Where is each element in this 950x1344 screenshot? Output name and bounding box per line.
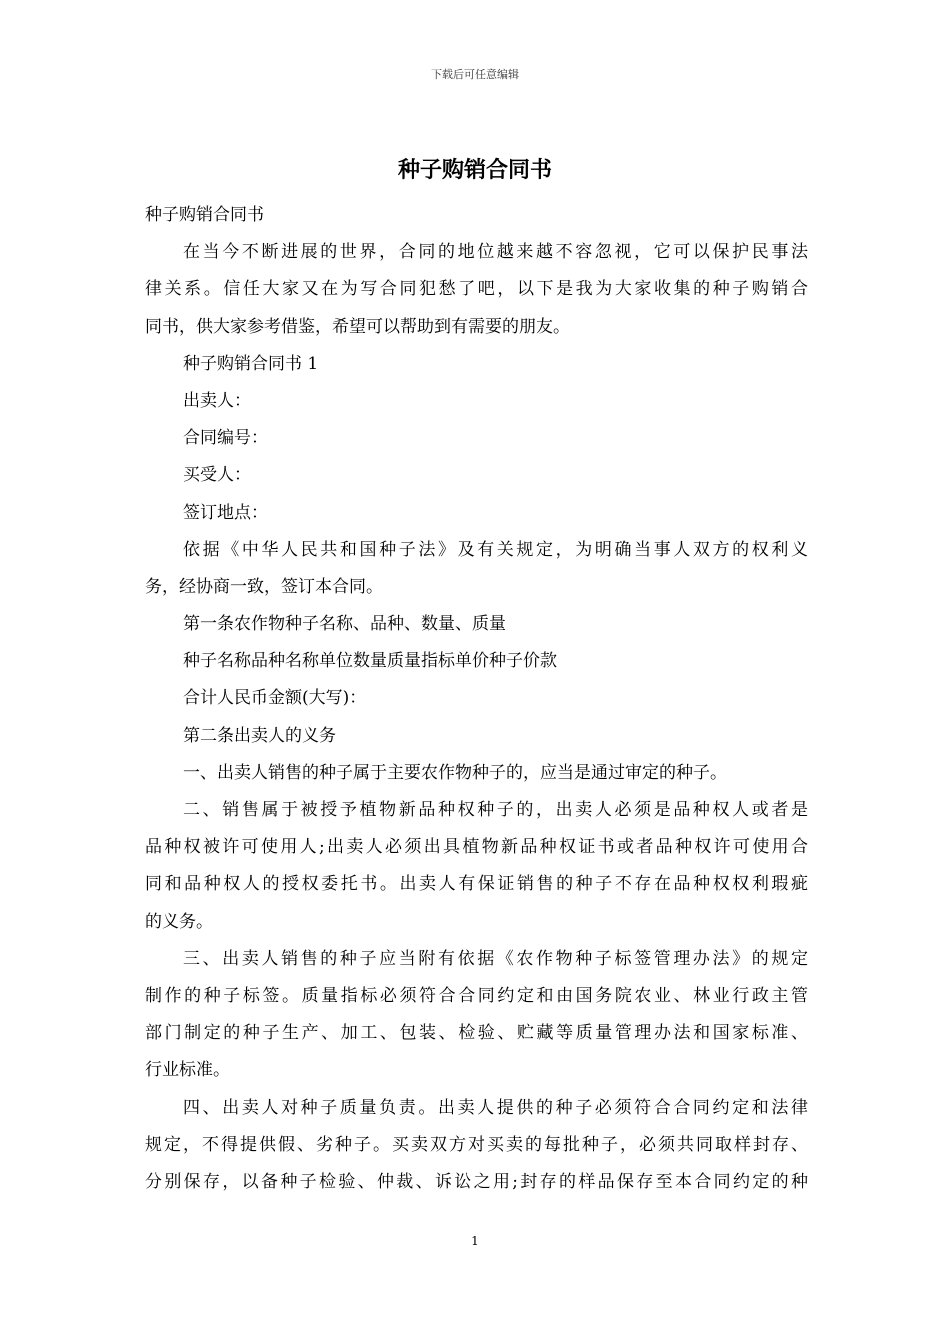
paragraph xyxy=(145,643,808,680)
document-body xyxy=(145,197,808,1201)
paragraph xyxy=(145,1090,808,1202)
paragraph xyxy=(145,941,808,1090)
page-number: 1 xyxy=(471,1234,479,1248)
paragraph-line: 在当今不断进展的世界，合同的地位越来越不容忽视，它可以保护民事法 xyxy=(183,242,808,263)
paragraph xyxy=(145,792,808,941)
paragraph xyxy=(145,346,808,383)
paragraph xyxy=(145,718,808,755)
paragraph-line: 种子购销合同书 xyxy=(145,205,264,225)
paragraph-line: 种子购销合同书 1 xyxy=(183,353,319,374)
paragraph xyxy=(145,532,808,606)
paragraph-line: 的义务。 xyxy=(145,911,213,932)
document-title: 种子购销合同书 xyxy=(397,157,552,183)
header-note: 下载后可任意编辑 xyxy=(431,68,519,81)
paragraph xyxy=(145,680,808,717)
paragraph-line: 二、销售属于被授予植物新品种权种子的，出卖人必须是品种权人或者是 xyxy=(183,800,808,820)
paragraph xyxy=(145,755,808,792)
paragraph xyxy=(145,197,808,234)
paragraph-line: 一、出卖人销售的种子属于主要农作物种子的，应当是通过审定的种子。 xyxy=(183,762,727,783)
paragraph-line: 同书，供大家参考借鉴，希望可以帮助到有需要的朋友。 xyxy=(145,316,570,337)
paragraph-line: 品种权被许可使用人;出卖人必须出具植物新品种权证书或者品种权许可使用合 xyxy=(145,837,808,858)
paragraph-line: 签订地点： xyxy=(183,502,268,523)
paragraph xyxy=(145,234,808,346)
paragraph-line: 规定，不得提供假、劣种子。买卖双方对买卖的每批种子，必须共同取样封存、 xyxy=(145,1134,808,1155)
paragraph-line: 制作的种子标签。质量指标必须符合合同约定和由国务院农业、林业行政主管 xyxy=(145,985,808,1006)
paragraph-line: 同和品种权人的授权委托书。出卖人有保证销售的种子不存在品种权权利瑕疵 xyxy=(145,874,808,895)
paragraph-line: 合计人民币金额(大写)： xyxy=(183,688,367,709)
paragraph-line: 部门制定的种子生产、加工、包装、检验、贮藏等质量管理办法和国家标准、 xyxy=(145,1023,808,1044)
paragraph-line: 律关系。信任大家又在为写合同犯愁了吧，以下是我为大家收集的种子购销合 xyxy=(145,279,808,300)
paragraph-line: 出卖人： xyxy=(183,390,251,411)
paragraph xyxy=(145,495,808,532)
paragraph xyxy=(145,457,808,494)
paragraph-line: 三、出卖人销售的种子应当附有依据《农作物种子标签管理办法》的规定 xyxy=(183,948,808,969)
paragraph xyxy=(145,383,808,420)
paragraph-line: 分别保存，以备种子检验、仲裁、诉讼之用;封存的样品保存至本合同约定的种 xyxy=(145,1171,808,1192)
paragraph-line: 依据《中华人民共和国种子法》及有关规定，为明确当事人双方的权利义 xyxy=(183,539,808,560)
paragraph-line: 第一条农作物种子名称、品种、数量、质量 xyxy=(183,614,506,635)
paragraph-line: 务，经协商一致，签订本合同。 xyxy=(145,576,383,597)
paragraph-line: 第二条出卖人的义务 xyxy=(183,725,336,746)
paragraph-line: 行业标准。 xyxy=(145,1060,230,1081)
paragraph xyxy=(145,606,808,643)
paragraph xyxy=(145,420,808,457)
paragraph-line: 四、出卖人对种子质量负责。出卖人提供的种子必须符合合同约定和法律 xyxy=(183,1097,808,1118)
paragraph-line: 种子名称品种名称单位数量质量指标单价种子价款 xyxy=(183,651,557,672)
paragraph-line: 合同编号： xyxy=(183,428,268,449)
paragraph-line: 买受人： xyxy=(183,465,251,486)
